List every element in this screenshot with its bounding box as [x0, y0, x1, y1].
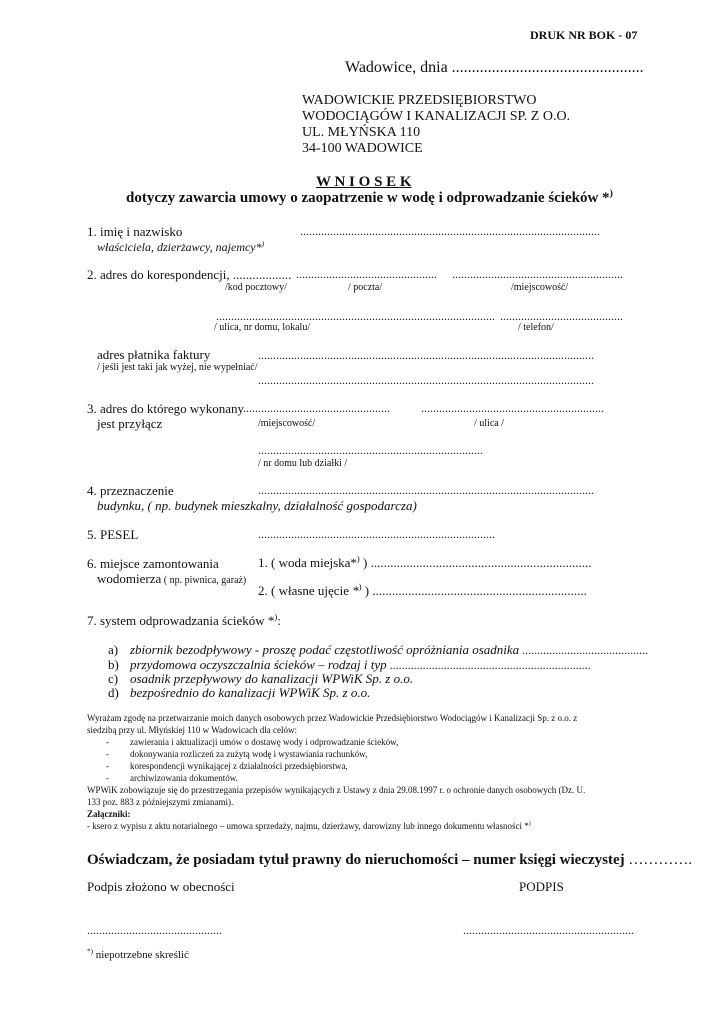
s2-city-field[interactable]: .........................................................	[452, 267, 623, 281]
page-subtitle	[126, 188, 613, 206]
s6-opt2-field[interactable]: ) ..................................................................	[361, 583, 587, 598]
date-line: Wadowice, dnia ................................................	[345, 59, 644, 76]
attachment-sup: )	[528, 821, 531, 827]
recipient-line: UL. MŁYŃSKA 110	[302, 125, 421, 140]
payer-note: / jeśli jest taki jak wyżej, nie wypełniać/	[97, 362, 258, 373]
s3-caption-street: / ulica /	[474, 418, 504, 429]
s7-option-a-field[interactable]: ..........................................	[519, 643, 649, 657]
s3-caption-house: / nr domu lub działki /	[258, 458, 348, 469]
s6-opt1-text: 1. ( woda miejska*	[258, 555, 357, 570]
consent-line: 133 poz. 883 z późniejszymi zmianami).	[87, 797, 234, 807]
subtitle-sup: )	[609, 188, 613, 199]
s6-option-2[interactable]	[258, 581, 587, 598]
s4-purpose-field[interactable]: ................................................................................................................	[258, 483, 594, 497]
s7-label-colon: :	[277, 613, 281, 628]
consent-line: Wyrażam zgodę na przetwarzanie moich danych osobowych przez Wadowickie Przedsiębiorstwo Wodociągów i Kanalizacji Sp. z o.o. z	[87, 713, 578, 723]
recipient-line: 34-100 WADOWICE	[302, 141, 423, 156]
s6-opt2-sup: )	[358, 581, 362, 592]
s6-label: 6. miejsce zamontowania	[87, 556, 219, 571]
consent-bullet: korespondencji wynikającej z działalności przedsiębiorstwa,	[130, 761, 348, 771]
s2-phone-field[interactable]: .........................................	[500, 309, 623, 323]
s3-label: 3. adres do którego wykonany	[87, 401, 245, 416]
s1-name-field[interactable]: ....................................................................................................	[300, 224, 600, 238]
s7-option-letter: c)	[108, 671, 119, 686]
recipient-line: WODOCIĄGÓW I KANALIZACJI SP. Z O.O.	[302, 109, 571, 124]
s3-city-field[interactable]: .................................................	[243, 401, 390, 415]
land-register-field[interactable]: ………….	[624, 852, 693, 868]
consent-line: siedzibą przy ul. Młyńskiej 110 w Wadowicach dla celów:	[87, 725, 297, 735]
s7-label	[87, 611, 281, 628]
payer-address-field-2[interactable]: ................................................................................................................	[258, 373, 594, 387]
consent-bullet: zawierania i aktualizacji umów o dostawę wody i odprowadzanie ścieków,	[130, 737, 399, 747]
applicant-signature-field[interactable]: .........................................................	[463, 923, 634, 937]
s7-option-b[interactable]	[130, 658, 591, 671]
s2-street-field[interactable]: .............................................................................................	[216, 309, 495, 323]
bullet-mark: -	[106, 761, 109, 771]
s6-opt1-field[interactable]: ) ....................................................................	[359, 555, 592, 570]
s2-caption-street: / ulica, nr domu, lokalu/	[214, 322, 311, 333]
signature-label: PODPIS	[519, 879, 564, 894]
signed-in-presence-label: Podpis złożono w obecności	[87, 879, 235, 894]
footnote-sup: *)	[87, 947, 93, 956]
s7-option-letter: a)	[108, 642, 119, 657]
s7-option-d[interactable]: bezpośrednio do kanalizacji WPWiK Sp. z o.o.	[130, 685, 371, 700]
s2-caption-post: / poczta/	[348, 282, 383, 293]
bullet-mark: -	[106, 737, 109, 747]
s7-option-letter: b)	[108, 657, 119, 672]
attachment-text: - ksero z wypisu z aktu notarialnego – umowa sprzedaży, najmu, dzierżawy, darowizny lub innego dokumentu własności *	[87, 821, 529, 831]
s2-caption-phone: / telefon/	[518, 322, 554, 333]
s7-option-b-text: przydomowa oczyszczalnia ścieków – rodzaj i typ	[130, 657, 387, 672]
consent-bullet: dokonywania rozliczeń za zużytą wodę i wystawiania rachunków,	[130, 749, 368, 759]
bullet-mark: -	[106, 749, 109, 759]
s5-label: 5. PESEL	[87, 527, 139, 542]
s2-label: 2. adres do korespondencji, ..................	[87, 267, 292, 282]
s6-label-2	[97, 571, 246, 587]
s6-opt2-star: *	[352, 583, 359, 598]
s3-street-field[interactable]: .............................................................	[421, 401, 604, 415]
s1-sub-text: właściciela, dzierżawcy, najemcy*	[97, 240, 262, 254]
declaration	[87, 852, 692, 868]
attachments-label: Załączniki:	[87, 809, 131, 819]
bullet-mark: -	[106, 773, 109, 783]
s4-sublabel: budynku, ( np. budynek mieszkalny, działalność gospodarcza)	[97, 498, 417, 513]
witness-signature-field[interactable]: .............................................	[87, 923, 222, 937]
s6-label2-small: ( np. piwnica, garaż)	[161, 575, 247, 586]
s7-label-sup: )	[274, 611, 278, 622]
s6-opt1-sup: )	[356, 553, 360, 564]
s3-caption-city: /miejscowość/	[258, 418, 316, 429]
s5-pesel-field[interactable]: ...............................................................................	[258, 527, 495, 541]
form-code: DRUK NR BOK - 07	[530, 28, 638, 42]
s3-house-field[interactable]: ...........................................................................	[258, 443, 483, 457]
s7-label-text: 7. system odprowadzania ścieków *	[87, 613, 275, 628]
s6-label2-text: wodomierza	[97, 571, 162, 586]
s1-label: 1. imię i nazwisko	[87, 224, 183, 239]
s6-option-1[interactable]	[258, 553, 592, 570]
recipient-line: WADOWICKIE PRZEDSIĘBIORSTWO	[302, 93, 537, 108]
s7-option-b-field[interactable]: ...................................................................	[386, 658, 591, 672]
attachment-item	[87, 822, 531, 831]
page-title: W N I O S E K	[316, 174, 412, 190]
s1-sublabel	[97, 241, 264, 253]
payer-address-field-1[interactable]: ................................................................................................................	[258, 348, 594, 362]
s7-option-letter: d)	[108, 685, 119, 700]
s7-option-a[interactable]	[130, 643, 648, 656]
s2-caption-postcode: /kod pocztowy/	[225, 282, 287, 293]
consent-bullet: archiwizowania dokumentów.	[130, 773, 238, 783]
s7-option-a-text: zbiornik bezodpływowy - proszę podać częstotliwość opróżniania osadnika	[130, 642, 520, 657]
consent-line: WPWiK zobowiązuje się do przestrzegania przepisów wynikających z Ustawy z dnia 29.08.1997 r. o ochronie danych osobowych (Dz. U.	[87, 785, 586, 795]
payer-label: adres płatnika faktury	[97, 347, 211, 362]
declaration-text: Oświadczam, że posiadam tytuł prawny do nieruchomości – numer księgi wieczystej	[87, 852, 625, 868]
footnote	[87, 947, 189, 961]
subtitle-text: dotyczy zawarcia umowy o zaopatrzenie w wodę i odprowadzanie ścieków *	[126, 190, 610, 206]
s7-option-c[interactable]: osadnik przepływowy do kanalizacji WPWiK Sp. z o.o.	[130, 671, 414, 686]
s1-sub-sup: )	[261, 239, 265, 248]
s2-caption-city: /miejscowość/	[511, 282, 569, 293]
s2-post-office-field[interactable]: ...............................................	[296, 267, 437, 281]
footnote-text: niepotrzebne skreślić	[92, 949, 189, 961]
s4-label: 4. przeznaczenie	[87, 483, 174, 498]
s3-label-2: jest przyłącz	[97, 416, 163, 431]
s6-opt2-text: 2. ( własne ujęcie	[258, 583, 353, 598]
